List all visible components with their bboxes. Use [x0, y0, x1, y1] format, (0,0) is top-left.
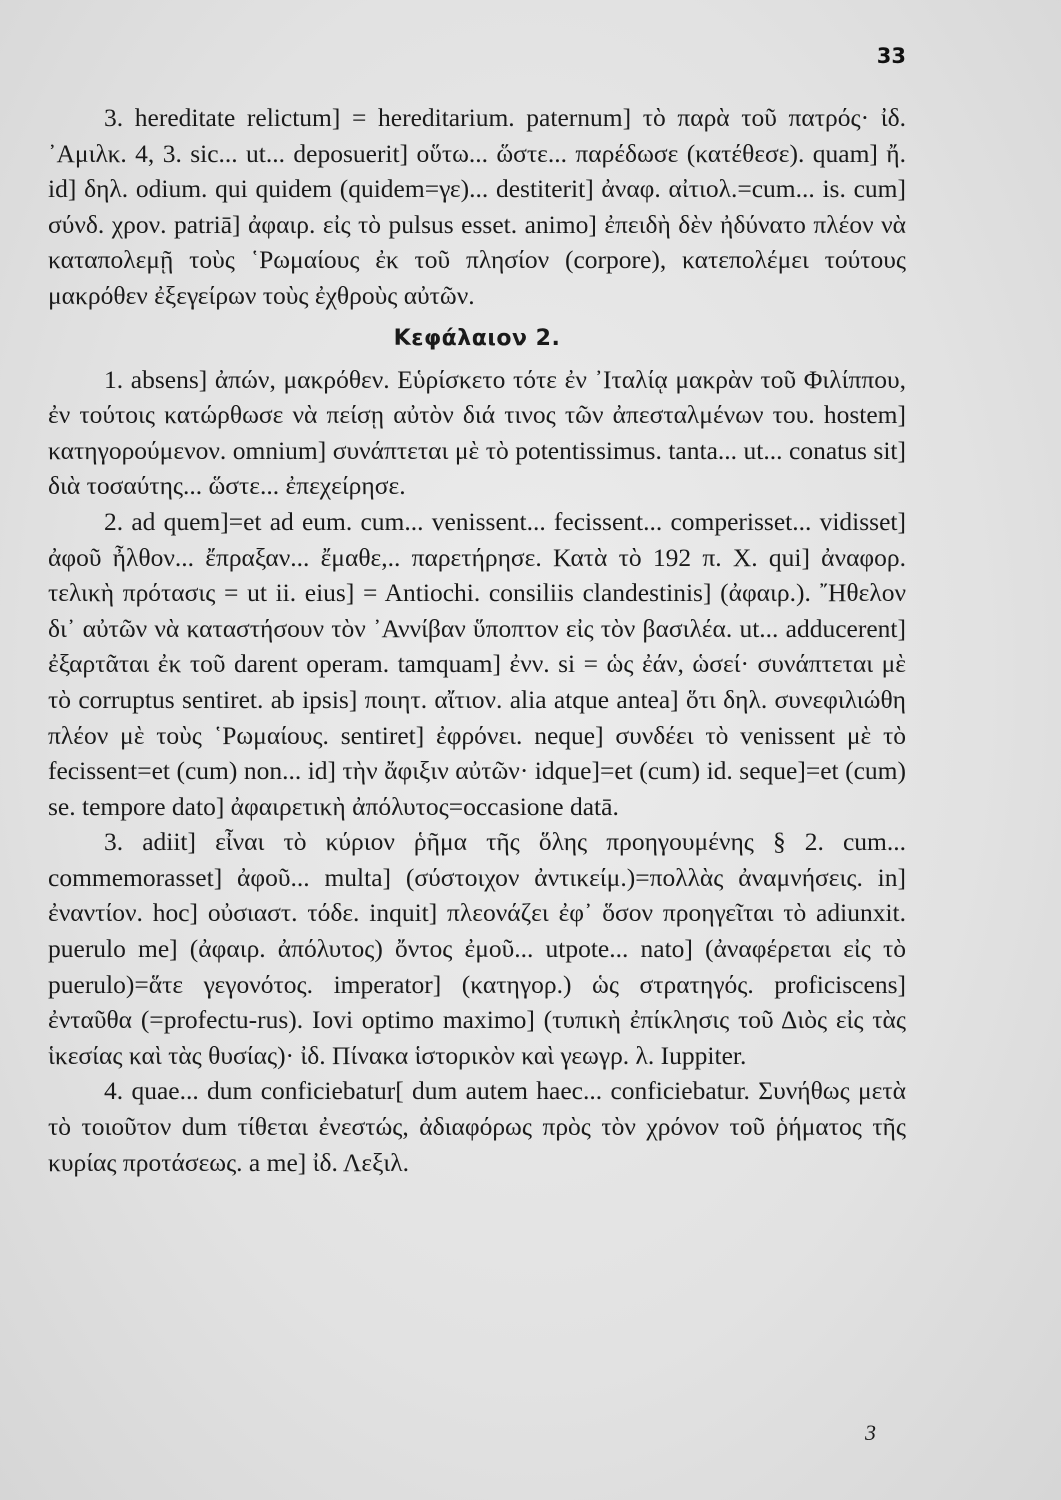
chapter-heading: Κεφάλαιον 2. — [393, 325, 561, 351]
paragraph-note1: 1. absens] ἀπών, μακρόθεν. Εὑρίσκετο τότε ἐν ᾿Ιταλίᾳ μακρὰν τοῦ Φιλίππου, ἐν τούτοις κατώρθωσε νὰ πείσῃ αὐτὸν διά τινος τῶν ἀπεσταλμένων του. hostem] κατηγορούμενον. omnium] συνάπτεται μὲ τὸ potentissimus. tanta... ut... conatus sit] διὰ τοσαύτης... ὥστε... ἐπεχείρησε. — [48, 364, 906, 501]
paragraph-chapter1-note3: 3. hereditate relictum] = hereditarium. paternum] τὸ παρὰ τοῦ πατρός· ἰδ. ᾿Αμιλκ. 4, 3. sic... ut... deposuerit] οὕτω... ὥστε... παρέδωσε (κατέθεσε). quam] ἤ. id] δηλ. odium. qui quidem (quidem=γε)... destiterit] ἀναφ. αἰτιολ.=cum... is. cum] σύνδ. χρον. patriā] ἀφαιρ. εἰς τὸ pulsus esset. animo] ἐπειδὴ δὲν ἠδύνατο πλέον νὰ καταπολεμῇ τοὺς ῾Ρωμαίους ἐκ τοῦ πλησίον (corpore), κατεπολέμει τούτους μακρόθεν ἐξεγείρων τοὺς ἐχθροὺς αὐτῶν. — [48, 103, 906, 310]
commentary-text — [48, 100, 906, 1180]
printer-signature: 3 — [865, 1420, 876, 1445]
paragraph-note2: 2. ad quem]=et ad eum. cum... venissent... fecissent... comperisset... vidisset] ἀφοῦ ἦλθον... ἔπραξαν... ἔμαθε,.. παρετήρησε. Κατὰ τὸ 192 π. Χ. qui] ἀναφορ. τελικὴ πρότασις = ut ii. eius] = Antiochi. consiliis clandestinis] (ἀφαιρ.). ῎Ηθελον δι᾿ αὐτῶν νὰ καταστήσουν τὸν ᾿Αννίβαν ὕποπτον εἰς τὸν βασιλέα. ut... adducerent] ἐξαρτᾶται ἐκ τοῦ darent operam. tamquam] ἐνν. si = ὡς ἐάν, ὡσεί· συνάπτεται μὲ τὸ corruptus sentiret. ab ipsis] ποιητ. αἴτιον. alia atque antea] ὅτι δηλ. συνεφιλιώθη πλέον μὲ τοὺς ῾Ρωμαίους. sentiret] ἐφρόνει. neque] συνδέει τὸ venissent μὲ τὸ fecissent=et (cum) non... id] τὴν ἄφιξιν αὐτῶν· idque]=et (cum) id. seque]=et (cum) se. tempore dato] ἀφαιρετικὴ ἀπόλυτος=occasione datā. — [48, 506, 906, 821]
paragraph-note3: 3. adiit] εἶναι τὸ κύριον ῥῆμα τῆς ὅλης προηγουμένης § 2. cum... commemorasset] ἀφοῦ... multa] (σύστοιχον ἀντικείμ.)=πολλὰς ἀναμνήσεις. in] ἐναντίον. hoc] οὐσιαστ. τόδε. inquit] πλεονάζει ἐφ᾿ ὅσον προηγεῖται τὸ adiunxit. puerulo me] (ἀφαιρ. ἀπόλυτος) ὄντος ἐμοῦ... utpote... nato] (ἀναφέρεται εἰς τὸ puerulo)=ἅτε γεγονότος. imperator] (κατηγορ.) ὡς στρατηγός. proficiscens] ἐνταῦθα (=profectu-rus). Iovi optimo maximo] (τυπικὴ ἐπίκλησις τοῦ Διὸς εἰς τὰς ἱκεσίας καὶ τὰς θυσίας)· ἰδ. Πίνακα ἱστορικὸν καὶ γεωγρ. λ. Iuppiter. — [48, 827, 906, 1070]
page-number: 33 — [876, 44, 906, 68]
paragraph-note4: 4. quae... dum conficiebatur[ dum autem haec... conficiebatur. Συνήθως μετὰ τὸ τοιοῦτον dum τίθεται ἐνεστώς, ἀδιαφόρως πρὸς τὸν χρόνον τοῦ ῥήματος τῆς κυρίας προτάσεως. a me] ἰδ. Λεξιλ. — [48, 1076, 906, 1177]
